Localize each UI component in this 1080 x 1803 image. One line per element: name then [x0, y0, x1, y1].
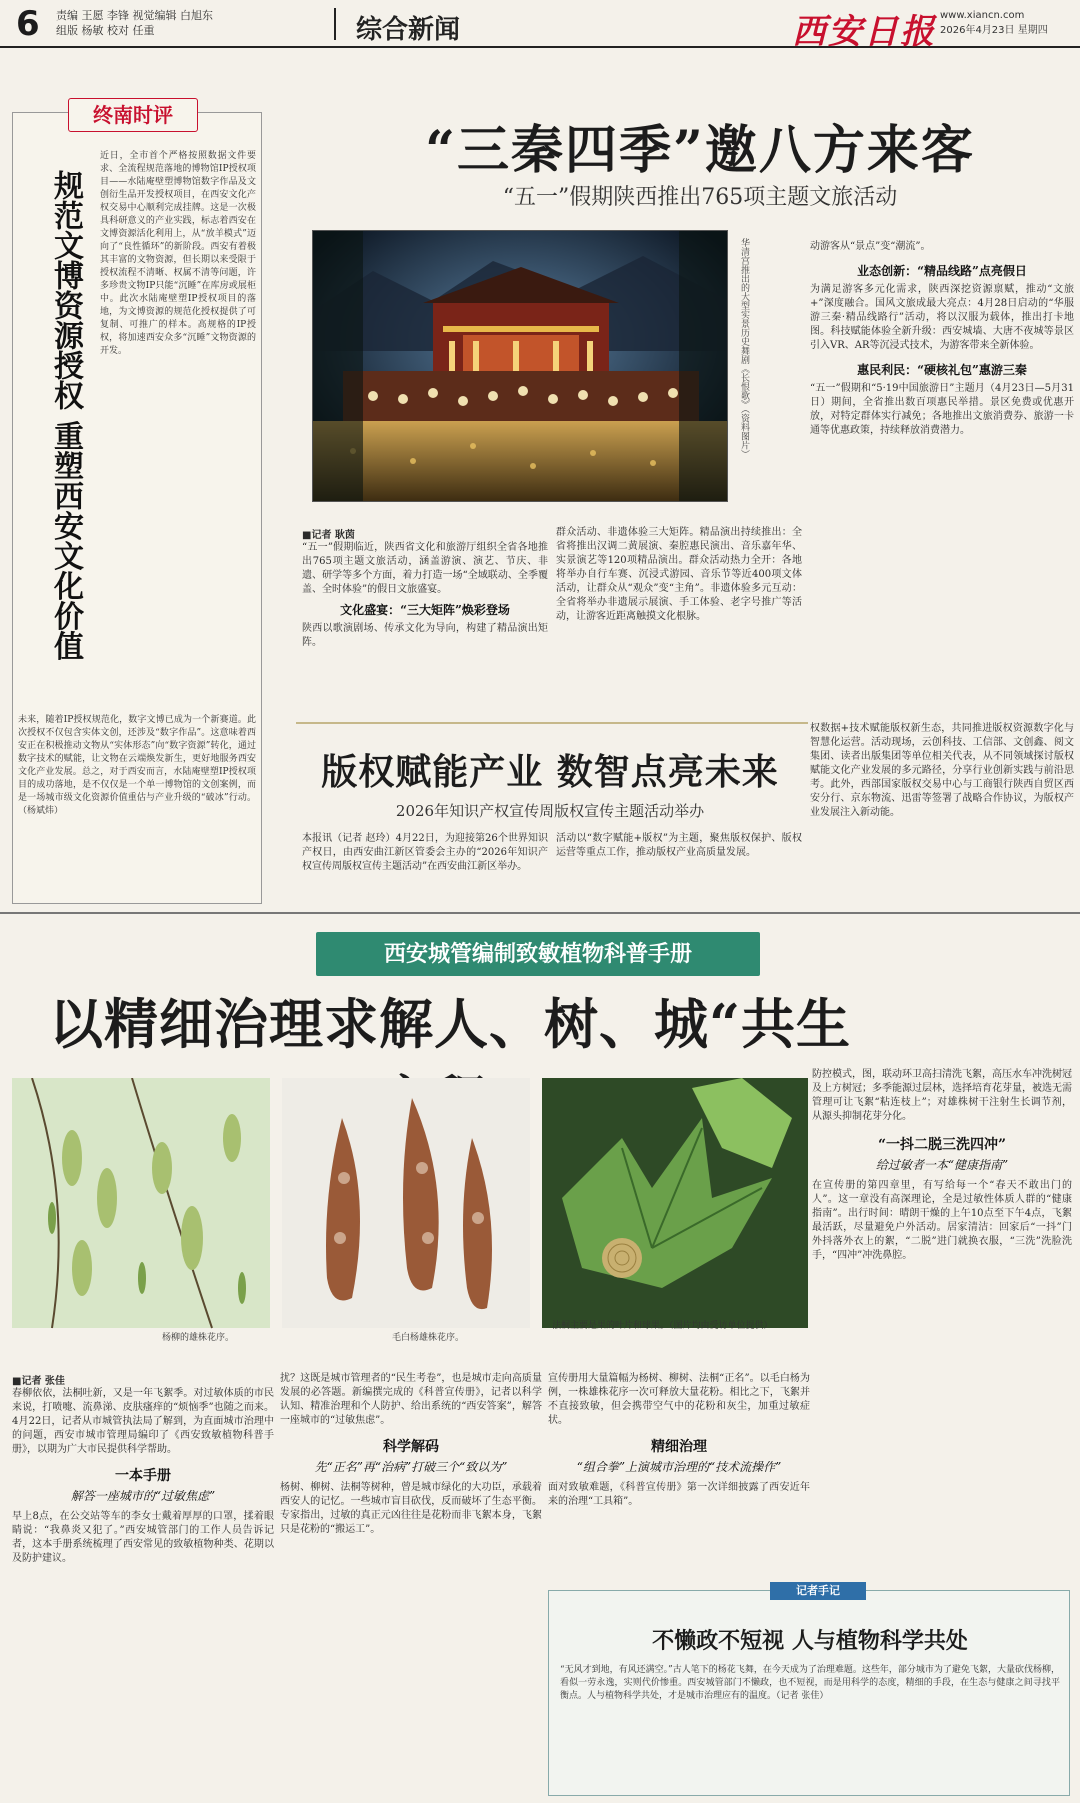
plant-subhead-manual: 一本手册	[115, 1468, 171, 1484]
plant-photo-strip	[12, 1078, 808, 1348]
photo-caption-3: 法桐主要是果的叶片和球果。（图片均由受访单位提供）	[552, 1321, 773, 1331]
plant-subhead-tips: “一抖二脱三洗四冲”	[877, 1137, 1007, 1153]
plant-column-a-text2: 早上8点，在公交站等车的李女士戴着厚厚的口罩，揉着眼睛说：“我鼻炎又犯了。”西安城管部门的工作人员告诉记者，这本手册系统梳理了西安常见的致敏植物种类、花期以及防护建议。	[12, 1511, 274, 1564]
photo-caption-2: 毛白杨雄株花序。	[392, 1333, 465, 1343]
lead-column-a-text2: 陕西以歌演剧场、传承文化为导向，构建了精品演出矩阵。	[302, 623, 548, 648]
editors-line2: 组版 杨敏 校对 任重	[56, 24, 155, 37]
plant-subhead-manual-sub: 解答一座城市的“过敏焦虑”	[70, 1489, 216, 1503]
plant-photos	[12, 1078, 808, 1364]
plant-column-c-text: 宣传册用大量篇幅为杨树、柳树、法桐“正名”。以毛白杨为例，一株雄株花序一次可释放大量花粉。相比之下，飞絮并不直接致敏，但会携带空气中的花粉和灰尘，加重过敏症状。	[548, 1373, 810, 1426]
commentary-text-bottom: 未来，随着IP授权规范化，数字文博已成为一个新赛道。此次授权不仅包含实体文创，还涉及“数字作品”。这意味着西安正在积极推动文物从“实体形态”向“数字资源”转化，通过数字技术的赋能，让文物在云端焕发新生，更好地服务西安文化产业发展。总之，对于西安而言，水陆庵壁塑IP授权项目的成功落地，是不仅仅是一个单一博物馆的文创案例，而是一场城市级文化资源价值重估与产业升级的“破冰”行动。（杨斌炜）	[18, 715, 256, 816]
lead-subhead-culture: 文化盛宴：“三大矩阵”焕彩登场	[340, 603, 510, 617]
commentary-text-top: 近日，全市首个严格按照数据文件要求、全流程规范落地的博物馆IP授权项目——水陆庵壁塑博物馆数字作品及文创衍生品开发授权项目，在西安文化产权交易中心顺利完成挂牌。这是一次极具科研意义的产业实践，标志着西安在文博资源活化利用上，从“放羊模式”迈向了“良性循环”的新阶段。西安有着极其丰富的文物资源，但长期以来受限于授权流程不清晰、权属不清等问题，许多珍贵文物IP只能“沉睡”在库房或展柜中。此次水陆庵壁塑IP授权项目的落地，为文博资源的规范化授权提供了可复制、可推广的样本。高规格的IP授权，将加速西安众多“沉睡”文物资源的开发。	[100, 151, 256, 356]
plant-subhead-governance-sub: “组合拳”上演城市治理的“技术流操作”	[576, 1460, 782, 1474]
editors-credit	[56, 8, 213, 38]
plant-column-c-text2: 面对致敏难题，《科普宣传册》第一次详细披露了西安近年来的治理“工具箱”。	[548, 1482, 810, 1507]
plant-column-a-text: 春柳依依，法桐吐新，又是一年飞絮季。对过敏体质的市民来说，打喷嚏、流鼻涕、皮肤瘙痒的“烦恼季”也随之而来。4月22日，记者从市城管执法局了解到，为直面城市治理中的问题，西安市城市管理局编印了《西安致敏植物科普手册》，以期为广大市民提供科学帮助。	[12, 1388, 274, 1455]
lead-subhead-innovation: 业态创新：“精品线路”点亮假日	[857, 264, 1027, 278]
plant-column-g-text: 防控模式，图，联动环卫高扫清洗飞絮，高压水车冲洗树冠及上方树冠；多季能源过层林，选择培育花芽量，被选无需管理可让飞絮“粘连枝上”；对雄株树干注射生长调节剂，从源头抑制花芽分化。	[812, 1069, 1072, 1122]
copyright-subheadline: 2026年知识产权宣传周版权宣传主题活动举办	[395, 802, 705, 820]
plant-column-right-top	[812, 1068, 1072, 1592]
reporter-note-tag: 记者手记	[770, 1582, 866, 1600]
plane-tree-photo	[542, 1078, 808, 1328]
plant-column-b	[280, 1372, 542, 1798]
issue-date: 2026年4月23日 星期四	[940, 25, 1048, 36]
masthead-info	[940, 8, 1048, 38]
lead-subheadline: “五一”假期陕西推出765项主题文旅活动	[502, 185, 898, 210]
plant-article-kicker: 西安城管编制致敏植物科普手册	[316, 932, 760, 976]
plant-subhead-science: 科学解码	[383, 1439, 439, 1455]
photo-caption-1: 杨柳的雄株花序。	[162, 1333, 235, 1343]
section-title: 综合新闻	[356, 15, 461, 45]
editors-line1: 责编 王愿 李锋 视觉编辑 白旭东	[56, 9, 213, 22]
plant-subhead-science-sub: 先“正名”再“治病”打破三个“致以为”	[314, 1460, 508, 1474]
plant-column-c	[548, 1372, 810, 1582]
masthead-divider	[334, 8, 336, 40]
lead-column-a-text: “五一”假期临近，陕西省文化和旅游厅组织全省各地推出765项主题文旅活动，涵盖游演、演艺、节庆、非遗、研学等多个方面，着力打造一场“全域联动、全季覆盖、全时体验”的假日文旅盛宴。	[302, 542, 548, 595]
lead-photo-stage-show	[312, 230, 728, 502]
copyright-column-c: 权数据+技术赋能版权新生态，共同推进版权资源数字化与智慧化运营。活动现场，云创科技、工信部、文创鑫、阅文集团、读者出版集团等单位相关代表，从不同领域探讨版权赋能文化产业发展的多元路径，分享行业创新实践与前沿思考。此外，西部国家版权交易中心与工商银行陕西自贸区西安分行、京东物流、迅雷等签署了战略合作协议，为版权产业发展注入新动能。	[810, 723, 1074, 818]
lead-subhead-benefits: 惠民利民：“硬核礼包”惠游三秦	[857, 363, 1027, 377]
section-divider	[0, 912, 1080, 914]
copyright-headline: 版权赋能产业 数智点亮未来	[321, 751, 779, 793]
lead-reporter: ■记者 耿茵	[302, 530, 355, 541]
plant-subhead-governance: 精细治理	[651, 1439, 707, 1455]
copyright-column-a: 本报讯（记者 赵玲）4月22日，为迎接第26个世界知识产权日，由西安曲江新区管委会主办的“2026年知识产权宣传周版权宣传主题活动”在西安曲江新区举办。	[302, 833, 548, 872]
lead-photo-caption: 华清宫推出的大型实景历史舞剧《长恨歌》（资料图片）	[739, 238, 749, 459]
reporter-note-text: “无风才到地，有风还满空。”古人笔下的杨花飞舞，在今天成为了治理难题。这些年，部分城市为了避免飞絮，大量砍伐杨柳，看似一劳永逸，实则代价惨重。西安城管部门不懒政，也不短视，而是用科学的态度，精细的手段，在生态与健康之间寻找平衡点。人与植物科学共处，才是城市治理应有的温度。（记者 张佳）	[560, 1665, 1060, 1701]
plant-reporter: ■记者 张佳	[12, 1376, 65, 1387]
lead-column-a	[302, 526, 548, 710]
lead-column-c-text1: 为满足游客多元化需求，陕西深挖资源禀赋，推动“文旅+”深度融合。国风文旅成最大亮点：4月28日启动的“华服游三秦·精品线路行”活动，将以汉服为载体，推出打卡地图。科技赋能体验全新升级：西安城墙、大唐不夜城等景区引入VR、AR等沉浸式技术，为游客带来全新体验。	[810, 284, 1074, 351]
lead-column-b: 群众活动、非遗体验三大矩阵。精品演出持续推出：全省将推出汉调二黄展演、秦腔惠民演出、音乐嘉年华、实景演艺等120项精品演出。群众活动热力全开：各地将举办自行车赛、沉浸式游园、音乐节等近400项文体活动，让群众从“观众”变“主角”。非遗体验多元互动：全省将举办非遗展示展演、手工体验、老字号推广等活动，让游客近距离触摸文化根脉。	[556, 527, 802, 622]
newspaper-logo: 西安日报	[792, 12, 936, 52]
column-label-text: 终南时评	[93, 103, 173, 127]
plant-article-headline: 以精细治理求解人、树、城“共生	[48, 992, 852, 1056]
reporter-note-headline: 不懒政不短视 人与植物科学共处	[652, 1628, 968, 1654]
lead-column-c	[810, 240, 1074, 710]
plant-subhead-tips-sub: 给过敏者一本“健康指南”	[875, 1158, 1009, 1172]
commentary-column-label	[68, 98, 198, 132]
lead-column-c-intro: 动游客从“景点”变“潮流”。	[810, 241, 931, 252]
lead-headline: “三秦四季”邀八方来客	[425, 120, 975, 181]
plant-column-b-text: 扰？这既是城市管理者的“民生考卷”，也是城市走向高质量发展的必答题。新编撰完成的《科普宣传册》，记者以科学认知、精准治理和个人防护、给出系统的“西安答案”，解答一座城市的“过敏焦虑”。	[280, 1373, 542, 1426]
page-number: 6	[16, 4, 40, 44]
lead-column-c-text2: “五一”假期和“5·19中国旅游日”主题月（4月23日—5月31日）期间，全省推出数百项惠民举措。景区免费或优惠开放，对特定群体实行减免；各地推出文旅消费券、旅游一卡通等优惠政策，持续释放消费潜力。	[810, 383, 1074, 436]
commentary-title: 规范文博资源授权 重塑西安文化价值	[48, 170, 83, 661]
plant-column-a	[12, 1372, 274, 1798]
plant-column-b-text2: 杨树、柳树、法桐等树种，曾是城市绿化的大功臣，承载着西安人的记忆。一些城市盲目砍伐，反而破坏了生态平衡。专家指出，过敏的真正元凶往往是花粉而非飞絮本身，飞絮只是花粉的“搬运工”。	[280, 1482, 542, 1535]
poplar-catkin-photo	[282, 1078, 530, 1328]
website-url: www.xiancn.com	[940, 10, 1025, 21]
copyright-column-b: 活动以“数字赋能+版权”为主题，聚焦版权保护、版权运营等重点工作，推动版权产业高质量发展。	[556, 833, 802, 858]
stage-illustration	[313, 231, 728, 502]
plant-column-g-text2: 在宣传册的第四章里，有写给每一个“春天不敢出门的人”。这一章没有高深理论，全是过敏性体质人群的“健康指南”。出行时间：晴朗干燥的上午10点至下午4点，飞絮最活跃，尽量避免户外活动。居家清洁：回家后“一抖”门外抖落外衣上的絮，“二脱”进门就换衣服，“三洗”洗脸洗手，“四冲”冲洗鼻腔。	[812, 1180, 1072, 1261]
willow-catkin-photo	[12, 1078, 270, 1328]
